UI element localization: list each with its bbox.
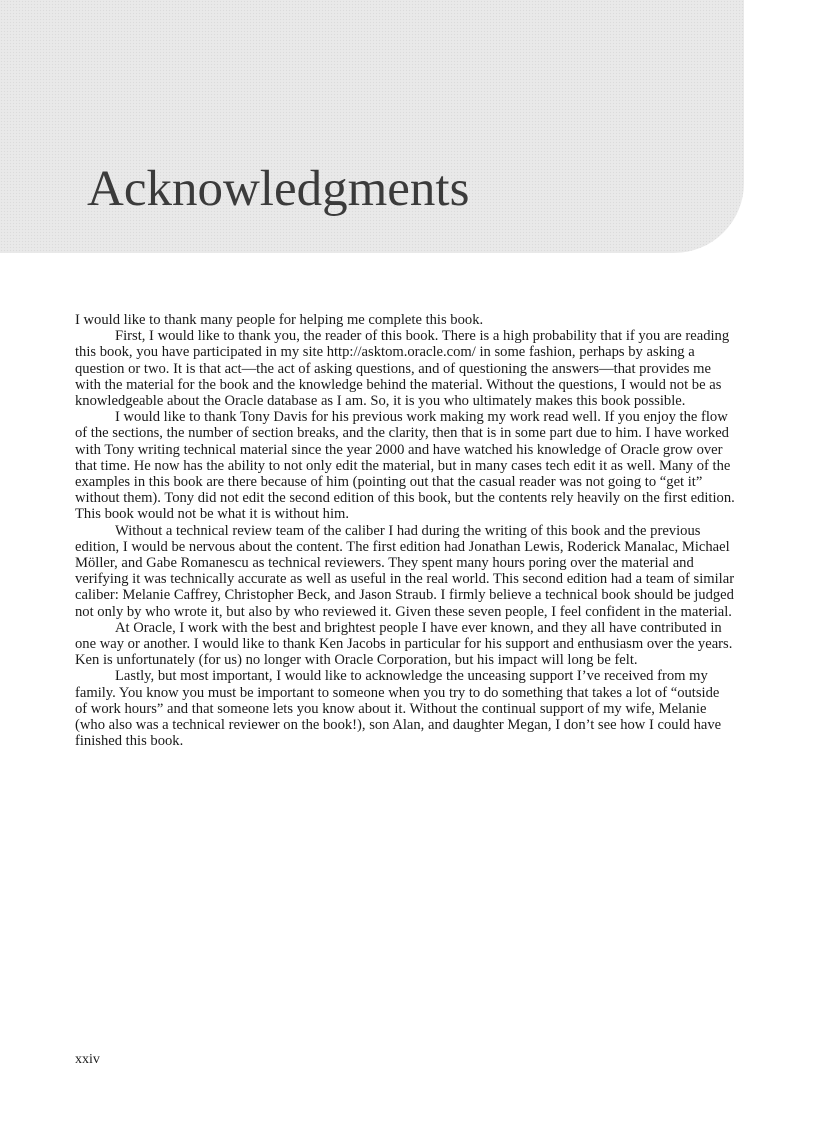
paragraph-intro: I would like to thank many people for helping me complete this book.: [75, 312, 484, 328]
paragraph-family: Lastly, but most important, I would like to acknowledge the unceasing support I’ve received from my family. You know you must be important to someone when you try to do something that takes a lot of “outside of work hours” and that someone lets you know about it. Without the continual support of my wife, Melanie (who also was a technical reviewer on the book!), son Alan, and daughter Megan, I don’t see how I could have finished this book.: [75, 668, 722, 750]
acknowledgments-body: [75, 312, 735, 749]
paragraph-editor: I would like to thank Tony Davis for his previous work making my work read well. If you enjoy the flow of the sections, the number of section breaks, and the clarity, then that is in some part due to him. I have worked with Tony writing technical material since the year 2000 and have watched his knowledge of Oracle grow over that time. He now has the ability to not only edit the material, but in many cases tech edit it as well. Many of the examples in this book are there because of him (pointing out that the casual reader was not going to “get it” without them). Tony did not edit the second edition of this book, but the contents rely heavily on the first edition. This book would not be what it is without him.: [75, 409, 735, 523]
page-number: xxiv: [75, 1052, 100, 1067]
chapter-title: Acknowledgments: [87, 161, 470, 217]
paragraph-readers: First, I would like to thank you, the reader of this book. There is a high probability that if you are reading this book, you have participated in my site http://asktom.oracle.com/ in some fashion, perhaps by asking a question or two. It is that act—the act of asking questions, and of questioning the answers—that provides me with the material for the book and the knowledge behind the material. Without the questions, I would not be as knowledgeable about the Oracle database as I am. So, it is you who ultimately makes this book possible.: [75, 328, 730, 410]
paragraph-reviewers: Without a technical review team of the caliber I had during the writing of this book and the previous edition, I would be nervous about the content. The first edition had Jonathan Lewis, Roderick Manalac, Michael Möller, and Gabe Romanescu as technical reviewers. They spent many hours poring over the material and verifying it was technically accurate as well as useful in the real world. This second edition had a team of similar caliber: Melanie Caffrey, Christopher Beck, and Jason Straub. I firmly believe a technical book should be judged not only by who wrote it, but also by who reviewed it. Given these seven people, I feel confident in the material.: [75, 522, 735, 620]
paragraph-oracle-colleagues: At Oracle, I work with the best and brightest people I have ever known, and they all have contributed in one way or another. I would like to thank Ken Jacobs in particular for his support and enthusiasm over the years. Ken is unfortunately (for us) no longer with Oracle Corporation, but his impact will long be felt.: [75, 619, 733, 669]
